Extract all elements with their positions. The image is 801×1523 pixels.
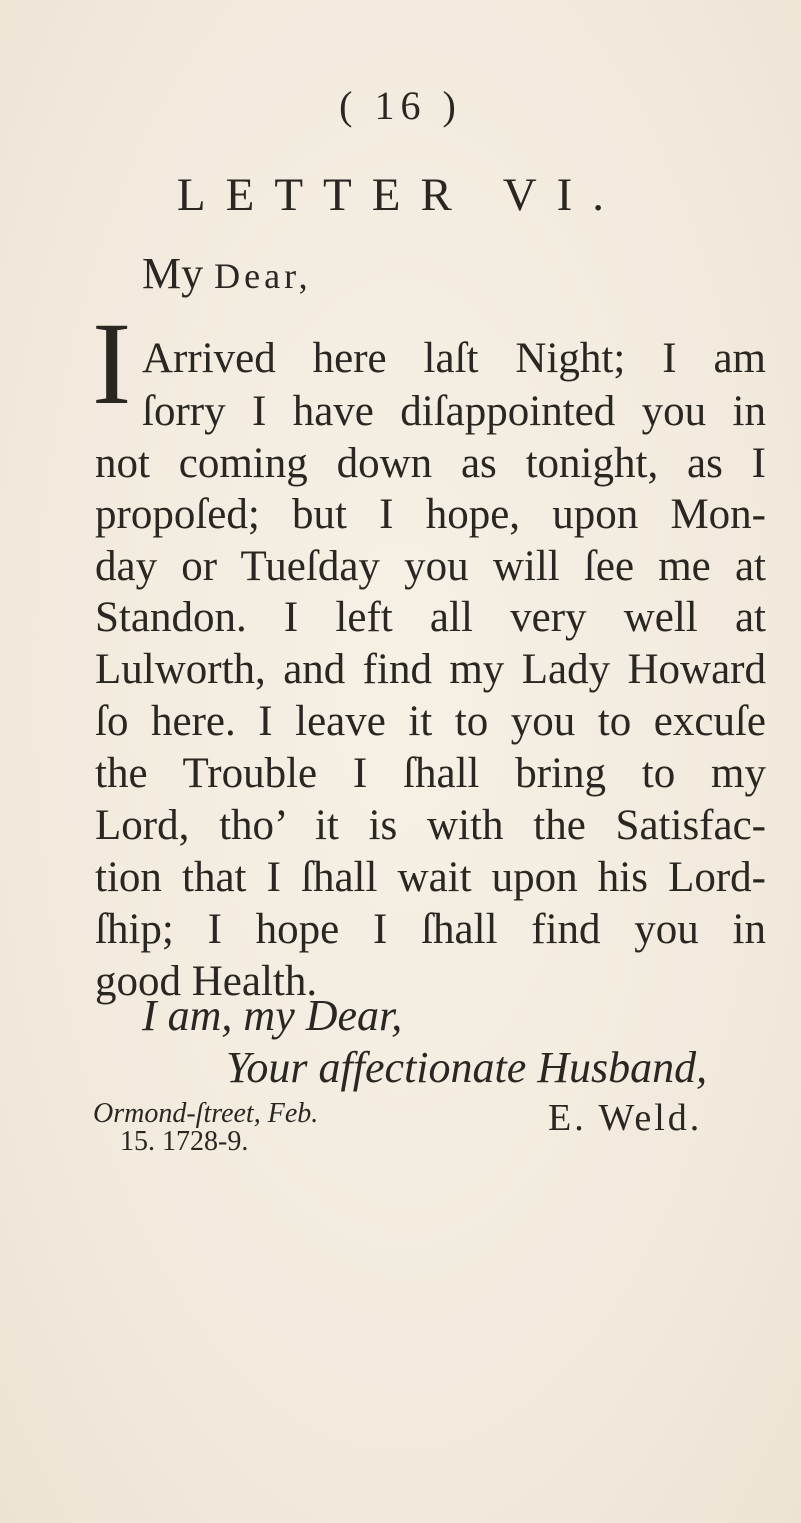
body-line-11: tion that I ſhall wait upon his Lord- — [95, 854, 766, 901]
body-line-12: ſhip; I hope I ſhall find you in — [95, 906, 766, 953]
body-line-10: Lord, tho’ it is with the Satisfac- — [95, 802, 766, 849]
salutation-my: My — [142, 249, 215, 298]
dateline-place: Ormond-ſtreet, Feb. — [93, 1098, 319, 1129]
body-line-3: not coming down as tonight, as I — [95, 440, 766, 487]
salutation-dear: Dear, — [214, 256, 312, 296]
letter-heading: LETTER VI. — [176, 169, 625, 221]
body-line-9: the Trouble I ſhall bring to my — [95, 750, 766, 797]
dateline-date: 15. 1728-9. — [120, 1126, 249, 1157]
drop-cap: I — [92, 298, 132, 429]
body-line-8: ſo here. I leave it to you to excuſe — [95, 698, 766, 745]
body-line-5: day or Tueſday you will ſee me at — [95, 543, 766, 590]
body-line-7: Lulworth, and find my Lady Howard — [95, 646, 766, 693]
body-line-6: Standon. I left all very well at — [95, 594, 766, 641]
body-line-13: good Health. — [95, 958, 318, 1005]
closing-line-2: Your affectionate Husband, — [226, 1043, 708, 1092]
signature: E. Weld. — [548, 1097, 703, 1139]
page-number: ( 16 ) — [339, 83, 462, 128]
body-line-4: propoſed; but I hope, upon Mon- — [95, 491, 766, 538]
salutation — [142, 248, 312, 299]
body-line-2: ſorry I have diſappointed you in — [142, 388, 766, 435]
closing-line-1: I am, my Dear, — [142, 991, 403, 1040]
body-line-1: Arrived here laſt Night; I am — [142, 335, 766, 382]
